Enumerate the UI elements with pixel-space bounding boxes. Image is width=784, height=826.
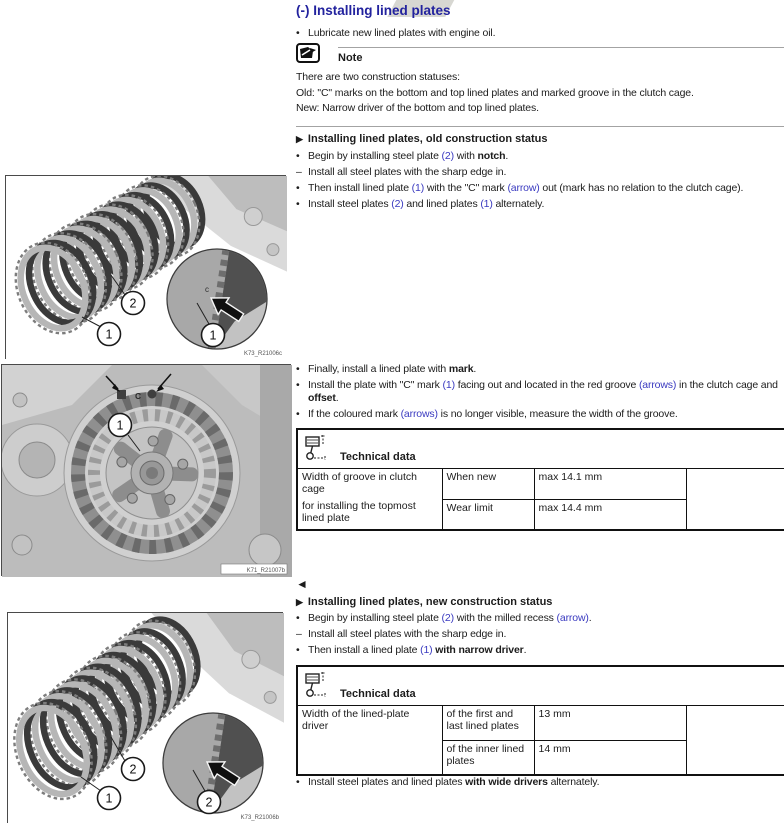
bullet-text	[308, 198, 784, 211]
c-mark: c	[205, 285, 209, 294]
c-mark: C	[135, 391, 142, 401]
ref-link[interactable]: (2)	[391, 198, 404, 210]
table-cell: of the inner lined plates	[442, 740, 534, 775]
bullet-marker: –	[296, 166, 302, 178]
text-part: Begin by installing steel plate	[308, 612, 442, 624]
table-cell: When new	[442, 468, 534, 499]
svg-text:2: 2	[205, 795, 213, 810]
bullet-marker: –	[296, 628, 302, 640]
bullet-text	[308, 150, 784, 163]
svg-text:1: 1	[209, 328, 217, 343]
table-cell: Width of the lined-plate driver	[297, 705, 442, 775]
table-cell: of the first and last lined plates	[442, 705, 534, 740]
bullet-item	[296, 198, 784, 211]
text-part: with the "C" mark	[424, 182, 508, 194]
callout-circle	[109, 414, 132, 437]
bullet-item	[296, 644, 784, 657]
text-part: Install all steel plates with the sharp edge in.	[308, 628, 507, 640]
new-section-bullets	[296, 612, 784, 660]
technical-data-icon	[304, 671, 328, 702]
bullet-text	[308, 408, 784, 421]
inset-detail	[167, 249, 267, 349]
text-part: in the clutch cage and	[676, 379, 778, 391]
note-label: Note	[338, 52, 363, 64]
inset-detail	[163, 713, 263, 814]
ref-link[interactable]: (arrow)	[507, 182, 540, 194]
table-header-cell	[297, 666, 784, 705]
figure-plate-stack-new	[7, 612, 283, 823]
note-line: New: Narrow driver of the bottom and top lined plates.	[296, 102, 539, 115]
figure-label: K73_R21006c	[243, 351, 282, 357]
ref-link[interactable]: (2)	[441, 612, 454, 624]
callout-circle	[122, 758, 145, 781]
ref-link[interactable]: (1)	[411, 182, 425, 194]
old-section-bullets	[296, 150, 784, 214]
text-part: notch	[477, 150, 506, 162]
text-part: out (mark has no relation to the clutch cage).	[539, 182, 744, 194]
table-header-cell	[297, 429, 784, 468]
table-cell	[297, 468, 442, 530]
callout-circle	[98, 323, 121, 346]
technical-data-table-2	[296, 665, 784, 776]
section-arrow-icon: ▶	[296, 134, 303, 144]
ref-link[interactable]: (2)	[441, 150, 454, 162]
text-part: Lubricate new lined plates with engine oil.	[308, 27, 496, 39]
svg-text:1: 1	[116, 418, 124, 433]
bullet-text	[308, 363, 784, 376]
callout-circle	[198, 791, 221, 814]
callout-circle	[98, 787, 121, 810]
text-part: Finally, install a lined plate with	[308, 363, 449, 375]
page-title-text: (-) Installing lined plates	[296, 3, 451, 18]
section-title-old	[296, 133, 784, 146]
table-cell: Wear limit	[442, 499, 534, 530]
text-part: with wide drivers	[465, 776, 548, 788]
bullet-item	[296, 628, 784, 641]
mark-section-bullets	[296, 363, 784, 424]
bullet-text	[308, 644, 784, 657]
table-empty-cell	[686, 705, 784, 775]
table-cell-text: for installing the topmost lined plate	[302, 499, 416, 525]
bullet-text	[308, 612, 784, 625]
ref-link[interactable]: (1)	[442, 379, 455, 391]
bullet-item	[296, 363, 784, 376]
technical-data-table-1	[296, 428, 784, 531]
bullet-marker: •	[296, 776, 300, 788]
callout-circle	[202, 324, 225, 347]
table-cell-text: Width of groove in clutch cage	[302, 470, 417, 496]
ref-link[interactable]: (arrows)	[400, 408, 438, 421]
text-part: alternately.	[547, 776, 600, 788]
bullet-marker: •	[296, 363, 300, 375]
text-part: offset	[308, 392, 336, 405]
svg-text:2: 2	[129, 762, 137, 777]
bullet-item	[296, 166, 784, 179]
bullet-text	[308, 182, 784, 195]
text-part: .	[588, 612, 592, 624]
table-header-label: Technical data	[340, 688, 416, 700]
page-title	[296, 3, 784, 18]
note-block	[296, 43, 784, 64]
text-part: is no longer visible, measure the width of the groove.	[437, 408, 678, 421]
bullet-item	[296, 408, 784, 421]
bullet-item	[296, 379, 784, 406]
bullet-text	[308, 776, 784, 789]
text-part: Begin by installing steel plate	[308, 150, 442, 162]
text-part: .	[523, 644, 527, 656]
figure-plate-stack-old	[5, 175, 286, 359]
bullet-text	[308, 166, 784, 179]
bullet-marker: •	[296, 182, 300, 194]
bullet-marker: •	[296, 379, 300, 391]
svg-text:1: 1	[105, 791, 113, 806]
section-divider	[296, 126, 784, 127]
text-part: .	[505, 150, 509, 162]
bullet-marker: •	[296, 27, 300, 39]
note-icon	[296, 43, 320, 63]
svg-text:1: 1	[105, 327, 113, 342]
note-line: There are two construction statuses:	[296, 71, 460, 83]
clutch-assembly	[64, 385, 240, 561]
text-part: facing out and located in the red groove	[454, 379, 639, 391]
bullet-text	[308, 628, 784, 641]
technical-data-icon	[304, 434, 328, 465]
bullet-item	[296, 150, 784, 163]
back-marker-icon[interactable]: ◄	[296, 577, 308, 591]
figure-clutch-front-view	[1, 364, 291, 576]
bullet-item	[296, 27, 784, 40]
note-rule	[338, 47, 784, 48]
ref-link[interactable]: (arrow)	[556, 612, 589, 624]
table-header-label: Technical data	[340, 451, 416, 463]
intro-bullets	[296, 27, 784, 43]
bullet-item	[296, 776, 784, 789]
ref-link[interactable]: (1)	[480, 198, 493, 210]
table-cell: max 14.1 mm	[534, 468, 686, 499]
final-bullet	[296, 776, 784, 792]
bullet-marker: •	[296, 612, 300, 624]
text-part: mark	[448, 363, 474, 375]
bullet-text	[308, 27, 784, 40]
bullet-marker: •	[296, 644, 300, 656]
section-title-text: Installing lined plates, new construction status	[307, 596, 553, 608]
ref-link[interactable]: (arrows)	[638, 379, 677, 391]
text-part: Install the plate with "C" mark	[308, 379, 443, 391]
text-part: Then install a lined plate	[308, 644, 421, 656]
note-line: Old: "C" marks on the bottom and top lined plates and marked groove in the clutch cage.	[296, 86, 694, 99]
table-cell: 14 mm	[534, 740, 686, 775]
bullet-item	[296, 612, 784, 625]
bullet-text	[308, 379, 784, 406]
table-cell: 13 mm	[534, 705, 686, 740]
section-arrow-icon: ▶	[296, 597, 303, 607]
svg-text:2: 2	[129, 296, 137, 311]
text-part: with narrow driver	[435, 644, 524, 656]
callout-circle	[122, 292, 145, 315]
table-cell: max 14.4 mm	[534, 499, 686, 530]
figure-label: K71_R21007b	[246, 568, 285, 574]
text-part: If the coloured mark	[308, 408, 401, 421]
text-part: with	[453, 150, 478, 162]
text-part: Install steel plates and lined plates	[308, 776, 466, 788]
bullet-marker: •	[296, 150, 300, 162]
bullet-item	[296, 182, 784, 195]
note-text	[296, 70, 784, 117]
section-title-new	[296, 596, 784, 609]
text-part: alternately.	[492, 198, 545, 210]
text-part: .	[473, 363, 477, 375]
text-part: .	[335, 392, 339, 405]
ref-link[interactable]: (1)	[420, 644, 433, 656]
section-title-text: Installing lined plates, old construction status	[307, 133, 548, 145]
bullet-marker: •	[296, 408, 300, 421]
text-part: Install all steel plates with the sharp edge in.	[308, 166, 507, 178]
bullet-marker: •	[296, 198, 300, 210]
text-part: Then install lined plate	[308, 182, 412, 194]
figure-label: K73_R21006b	[240, 815, 279, 821]
table-empty-cell	[686, 468, 784, 530]
text-part: Install steel plates	[308, 198, 392, 210]
text-part: and lined plates	[403, 198, 481, 210]
figure-label-box	[221, 564, 287, 574]
text-part: with the milled recess	[453, 612, 557, 624]
